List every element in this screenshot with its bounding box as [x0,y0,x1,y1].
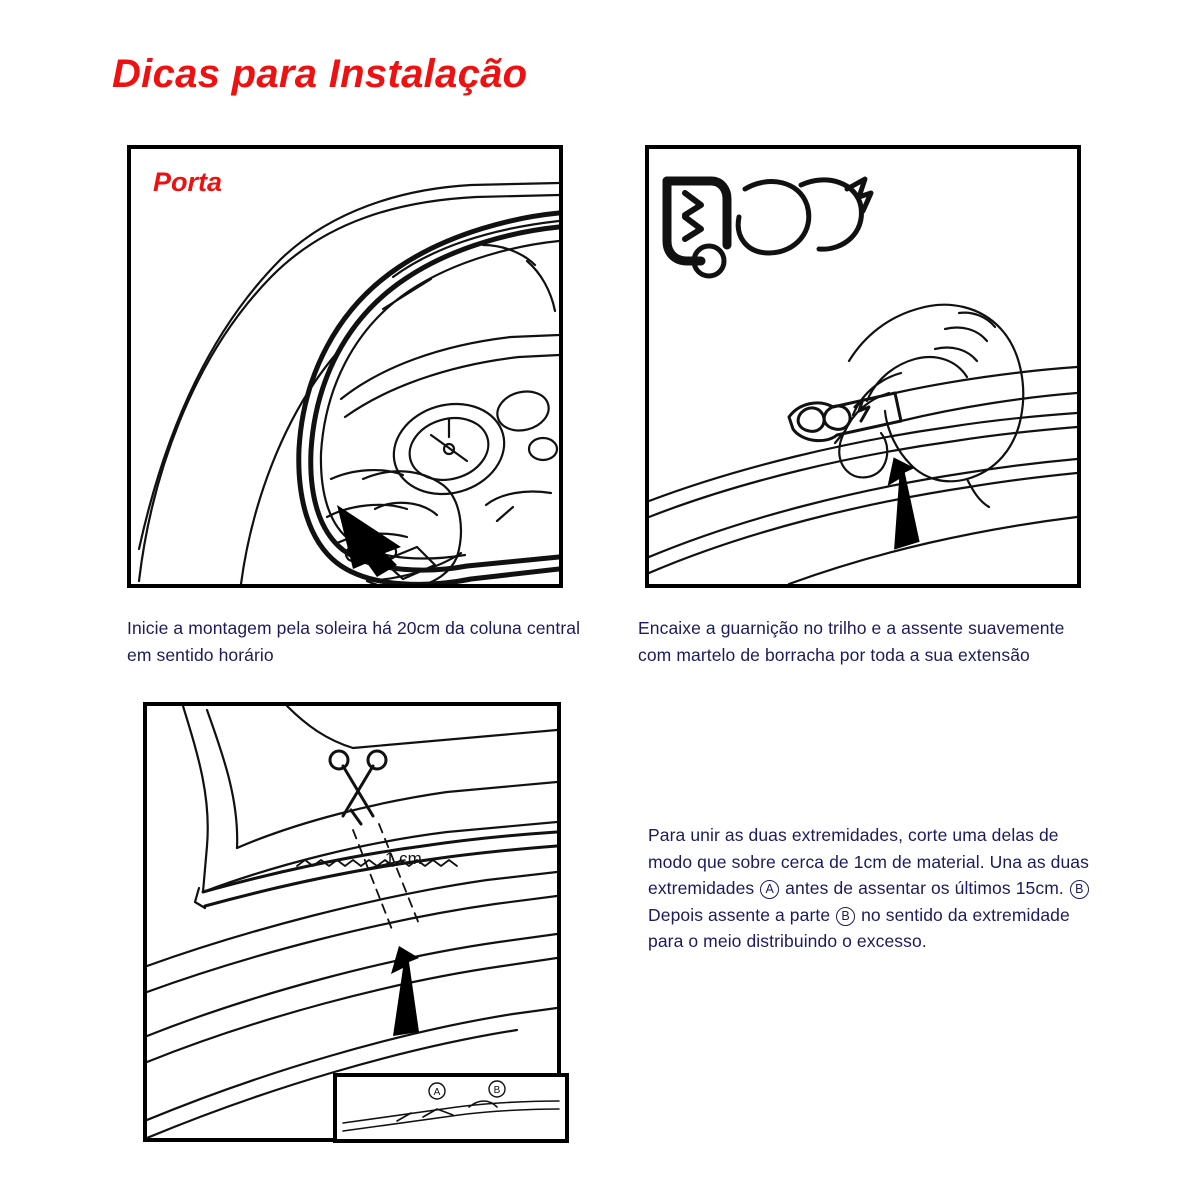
mark-b-2: B [836,907,855,926]
arrow-icon [391,946,419,1036]
mark-a: A [760,880,779,899]
joint-detail-drawing [337,1077,565,1139]
panel-door-label: Porta [153,167,223,197]
caption-panel-fit: Encaixe a guarnição no trilho e a assente suavemente com martelo de borracha por toda a sua extensão [638,618,1065,665]
car-door-interior-drawing [131,149,559,584]
page-title: Dicas para Instalação [112,52,528,96]
inset-mark-b: B [493,1085,501,1096]
arrow-icon [337,505,401,577]
panel-fit-illustration [645,145,1081,588]
caption-part-1: Para unir as duas extremidades, corte uma delas de modo que sobre cerca de 1cm de material. Una as duas extremidades [648,825,1089,899]
caption-part-3: Depois assente a parte [648,904,836,925]
caption-part-4: no sentido da extremidade para o meio distribuindo o excesso. [648,904,1070,952]
arrow-icon [886,456,920,550]
mark-b-1: B [1070,880,1089,899]
panel-door-illustration [127,145,563,588]
measure-label: 1 cm [385,849,422,868]
inset-mark-a: A [433,1087,441,1098]
inset-joint-detail [333,1073,569,1143]
caption-panel-cut [648,822,1098,955]
caption-part-2: antes de assentar os últimos 15cm. [780,878,1069,899]
caption-panel-door: Inicie a montagem pela soleira há 20cm da coluna central em sentido horário [127,618,581,665]
hand-pressing-trim-drawing [649,149,1077,584]
